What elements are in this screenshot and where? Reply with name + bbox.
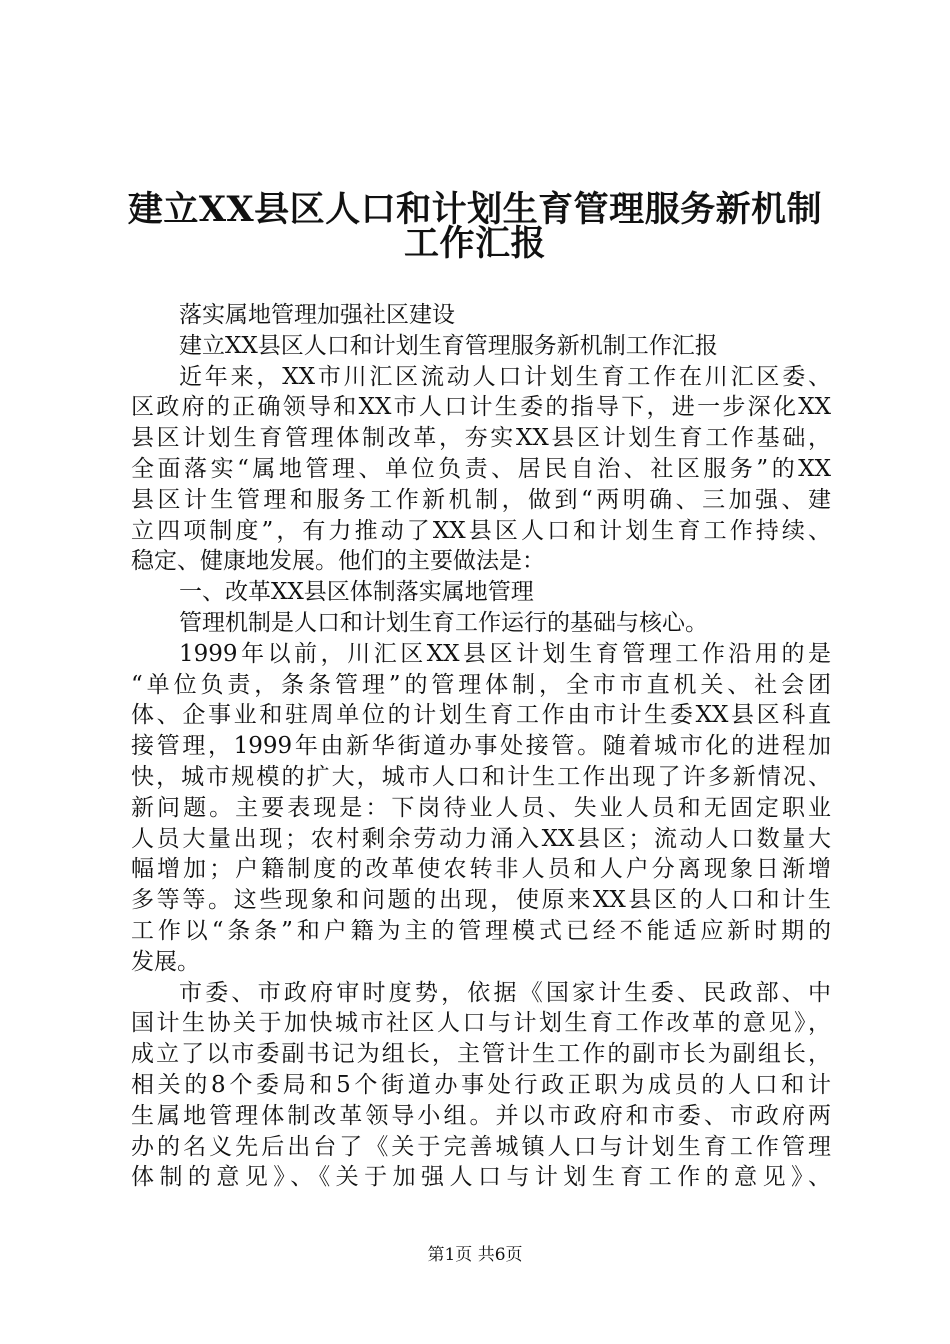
text-line: 新问题。主要表现是：下岗待业人员、失业人员和无固定职业 <box>131 794 831 821</box>
text-line: 办的名义先后出台了《关于完善城镇人口与计划生育工作管理 <box>131 1133 831 1160</box>
text-line: 体、企事业和驻周单位的计划生育工作由市计生委XX县区科直 <box>131 702 831 729</box>
text-line: 国计生协关于加快城市社区人口与计划生育工作改革的意见》， <box>131 1010 831 1037</box>
text-line: “单位负责，条条管理”的管理体制，全市市直机关、社会团 <box>131 671 831 698</box>
text-line: 接管理，1999年由新华街道办事处接管。随着城市化的进程加 <box>131 733 831 760</box>
document-title-line-2: 工作汇报 <box>403 223 546 264</box>
text-line: 县区计划生育管理体制改革，夯实XX县区计划生育工作基础， <box>131 425 831 452</box>
text-line: 相关的8个委局和5个街道办事处行政正职为成员的人口和计 <box>131 1071 831 1098</box>
text-line: 县区计生管理和服务工作新机制，做到“两明确、三加强、建 <box>131 486 831 513</box>
text-line: 工作以“条条”和户籍为主的管理模式已经不能适应新时期的 <box>131 917 831 944</box>
text-line: 幅增加；户籍制度的改革使农转非人员和人户分离现象日渐增 <box>131 856 831 883</box>
text-line: 生属地管理体制改革领导小组。并以市政府和市委、市政府两 <box>131 1102 831 1129</box>
document-body <box>131 300 831 1193</box>
text-line: 建立XX县区人口和计划生育管理服务新机制工作汇报 <box>179 332 718 359</box>
text-line: 立四项制度”，有力推动了XX县区人口和计划生育工作持续、 <box>131 517 831 544</box>
text-line: 发展。 <box>131 948 200 975</box>
text-line: 一、改革XX县区体制落实属地管理 <box>179 579 534 606</box>
text-line: 稳定、健康地发展。他们的主要做法是： <box>131 548 545 575</box>
text-line: 多等等。这些现象和问题的出现，使原来XX县区的人口和计生 <box>131 887 831 914</box>
text-line: 市委、市政府审时度势，依据《国家计生委、民政部、中 <box>179 979 831 1006</box>
text-line: 人员大量出现；农村剩余劳动力涌入XX县区；流动人口数量大 <box>131 825 831 852</box>
text-line: 管理机制是人口和计划生育工作运行的基础与核心。 <box>179 609 708 636</box>
text-line: 体制的意见》、《关于加强人口与计划生育工作的意见》、 <box>131 1164 831 1191</box>
text-line: 快，城市规模的扩大，城市人口和计生工作出现了许多新情况、 <box>131 763 831 790</box>
text-line: 落实属地管理加强社区建设 <box>179 302 455 328</box>
text-line: 近年来，XX市川汇区流动人口计划生育工作在川汇区委、 <box>179 363 831 390</box>
text-line: 全面落实“属地管理、单位负责、居民自治、社区服务”的XX <box>131 455 831 482</box>
text-line: 成立了以市委副书记为组长，主管计生工作的副市长为副组长， <box>131 1041 831 1068</box>
document-title-line-1: 建立XX县区人口和计划生育管理服务新机制 <box>127 189 823 230</box>
text-line: 1999年以前，川汇区XX县区计划生育管理工作沿用的是 <box>179 640 831 667</box>
page-footer: 第1页 共6页 <box>427 1245 523 1265</box>
text-line: 区政府的正确领导和XX市人口计生委的指导下，进一步深化XX <box>131 394 831 421</box>
